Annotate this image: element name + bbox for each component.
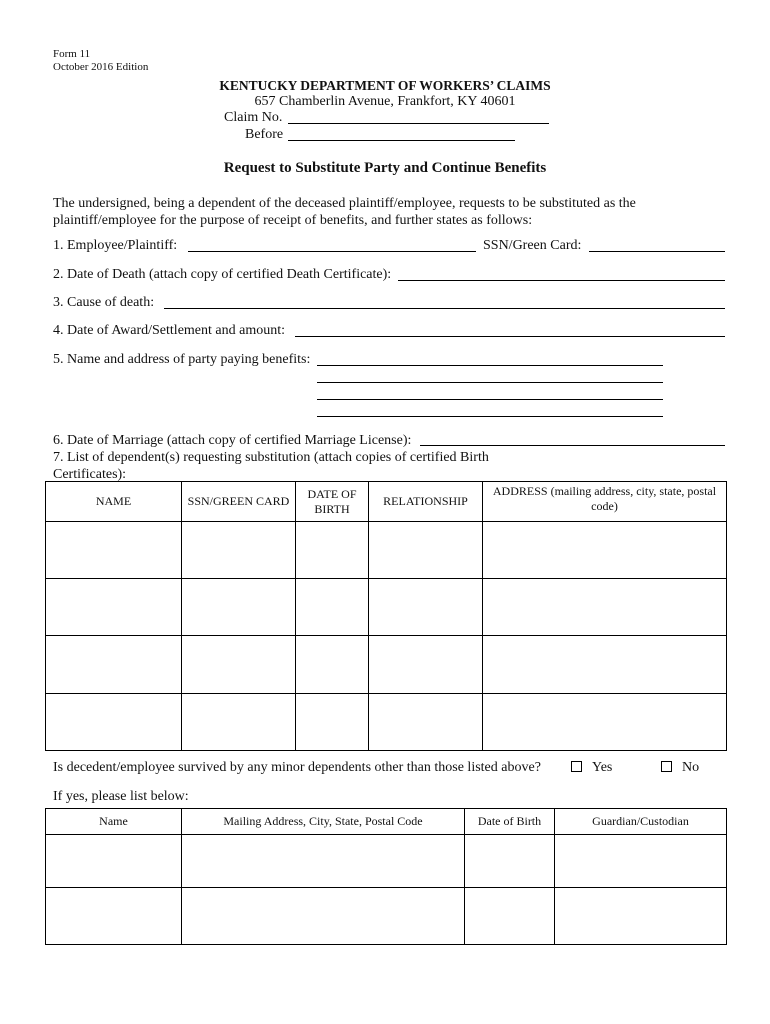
dependents-header-ssn: SSN/GREEN CARD [182,482,296,522]
dependents-header-dob: DATE OF BIRTH [296,482,369,522]
minor-list-prompt: If yes, please list below: [53,789,189,804]
agency-name: KENTUCKY DEPARTMENT OF WORKERS’ CLAIMS [219,78,551,93]
minors-header-name: Name [46,809,182,835]
cause-field[interactable] [164,308,725,309]
table-cell[interactable] [483,694,727,751]
table-cell[interactable] [483,579,727,636]
minors-header-address: Mailing Address, City, State, Postal Code [182,809,465,835]
table-cell[interactable] [46,636,182,694]
table-cell[interactable] [182,636,296,694]
no-checkbox[interactable] [661,761,672,772]
minors-table [45,808,727,945]
dependents-header-relationship: RELATIONSHIP [369,482,483,522]
cause-label: 3. Cause of death: [53,295,155,310]
table-cell[interactable] [369,522,483,579]
ssn-label: SSN/Green Card: [483,238,582,253]
form-number: Form 11 [53,48,91,60]
intro-paragraph: The undersigned, being a dependent of the deceased plaintiff/employee, requests to be substituted as the plaintiff/employee for the purpose of receipt of benefits, and further states as follows: [53,196,636,228]
award-field[interactable] [295,336,725,337]
yes-option[interactable] [571,759,612,776]
table-row [46,579,727,636]
payer-field-line-2[interactable] [317,382,663,383]
table-cell[interactable] [46,694,182,751]
table-cell[interactable] [296,636,369,694]
table-cell[interactable] [483,522,727,579]
death-date-label: 2. Date of Death (attach copy of certified Death Certificate): [53,267,392,282]
table-cell[interactable] [296,579,369,636]
death-date-field[interactable] [398,280,725,281]
table-cell[interactable] [369,694,483,751]
table-cell[interactable] [296,694,369,751]
form-title: Request to Substitute Party and Continue Benefits [223,160,547,176]
dependents-header-name: NAME [46,482,182,522]
payer-field-line-1[interactable] [317,365,663,366]
no-label: No [682,760,700,775]
table-cell[interactable] [369,579,483,636]
before-field[interactable] [288,140,515,141]
table-row [46,694,727,751]
minors-header-guardian: Guardian/Custodian [555,809,727,835]
form-edition: October 2016 Edition [53,61,149,73]
claim-no-label: Claim No. [224,110,283,125]
table-row [46,835,727,888]
before-label: Before [245,127,284,142]
agency-address: 657 Chamberlin Avenue, Frankfort, KY 40601 [254,94,516,109]
marriage-label: 6. Date of Marriage (attach copy of certified Marriage License): [53,433,412,448]
table-cell[interactable] [46,888,182,945]
claim-no-field[interactable] [288,123,549,124]
table-cell[interactable] [46,522,182,579]
table-cell[interactable] [483,636,727,694]
yes-label: Yes [592,760,613,775]
table-cell[interactable] [296,522,369,579]
table-row [46,888,727,945]
table-row [46,522,727,579]
table-cell[interactable] [182,694,296,751]
table-cell[interactable] [555,835,727,888]
no-option[interactable] [661,759,699,776]
table-cell[interactable] [465,888,555,945]
marriage-field[interactable] [420,445,725,446]
table-cell[interactable] [369,636,483,694]
minor-question: Is decedent/employee survived by any minor dependents other than those listed above? [53,760,541,775]
dependents-header-address: ADDRESS (mailing address, city, state, postal code) [483,482,727,522]
table-cell[interactable] [182,888,465,945]
dependents-label: 7. List of dependent(s) requesting substitution (attach copies of certified Birth Certificates): [53,450,489,482]
table-cell[interactable] [555,888,727,945]
table-cell[interactable] [46,579,182,636]
table-cell[interactable] [182,522,296,579]
payer-field-line-4[interactable] [317,416,663,417]
dependents-table [45,481,727,751]
table-row [46,636,727,694]
table-cell[interactable] [46,835,182,888]
table-cell[interactable] [182,579,296,636]
ssn-field[interactable] [589,251,725,252]
employee-label: 1. Employee/Plaintiff: [53,238,178,253]
award-label: 4. Date of Award/Settlement and amount: [53,323,285,338]
payer-field-line-3[interactable] [317,399,663,400]
yes-checkbox[interactable] [571,761,582,772]
payer-label: 5. Name and address of party paying benefits: [53,352,311,367]
employee-field[interactable] [188,251,476,252]
table-cell[interactable] [465,835,555,888]
table-cell[interactable] [182,835,465,888]
minors-header-dob: Date of Birth [465,809,555,835]
